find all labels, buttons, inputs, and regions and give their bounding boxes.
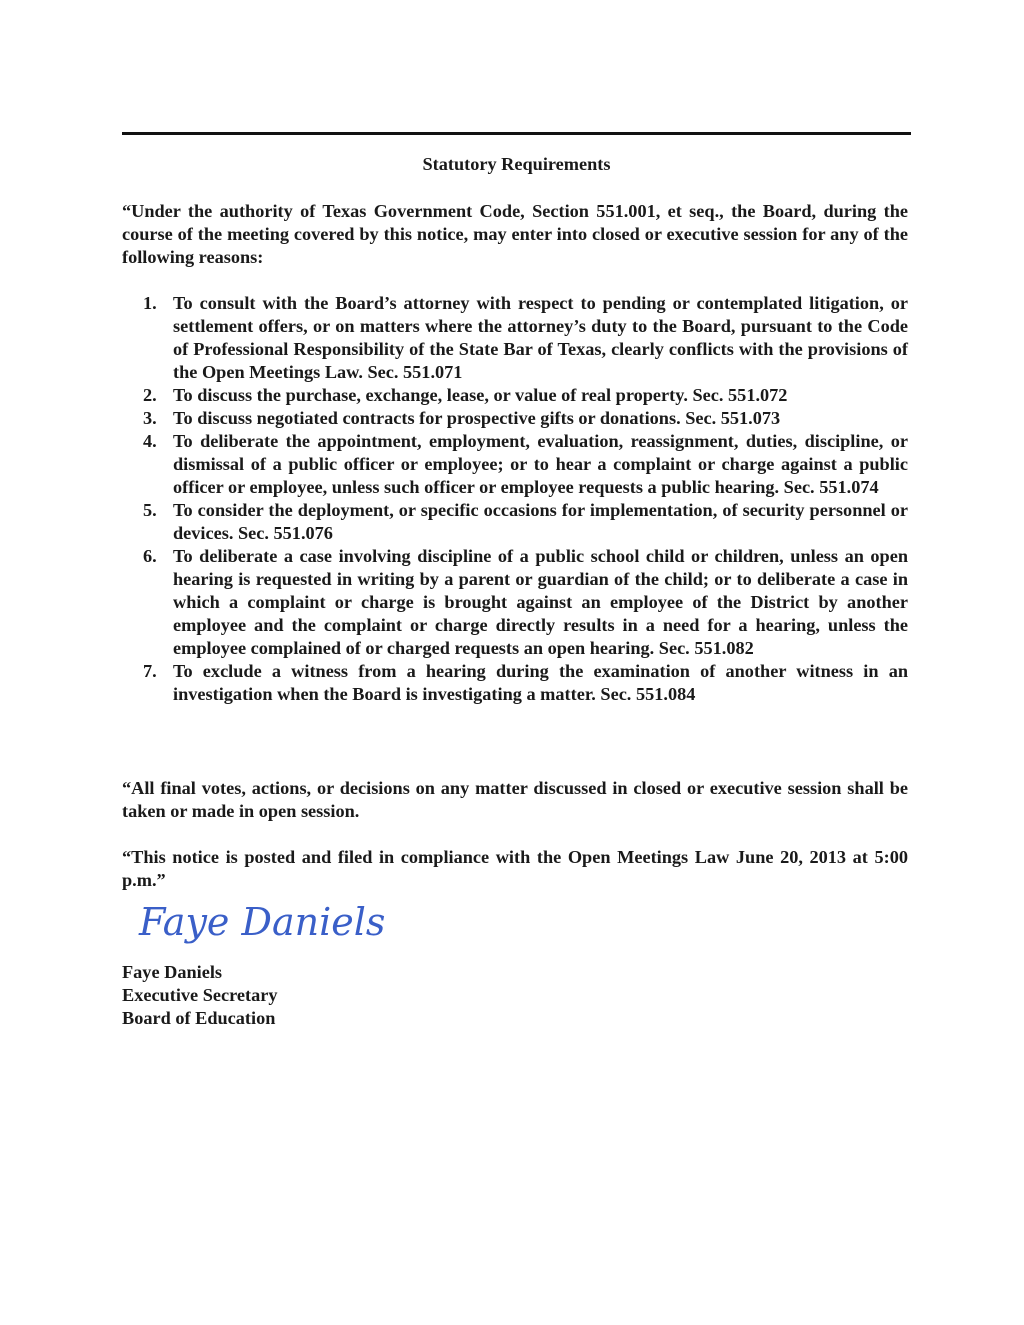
item-number: 3. — [143, 408, 157, 428]
signature-text: Faye Daniels — [139, 900, 386, 944]
list-item — [122, 545, 908, 660]
reasons-list — [122, 292, 908, 706]
list-item — [122, 384, 908, 407]
closing-paragraph: “All final votes, actions, or decisions on any matter discussed in closed or executive session shall be taken or made in open session. — [122, 778, 908, 821]
list-item — [122, 430, 908, 499]
signer-title: Executive Secretary — [122, 985, 278, 1005]
item-number: 2. — [143, 385, 157, 405]
list-item — [122, 499, 908, 545]
notice-paragraph: “This notice is posted and filed in compliance with the Open Meetings Law June 20, 2013 at 5:00 p.m.” — [122, 847, 908, 890]
list-item — [122, 407, 908, 430]
item-number: 6. — [143, 546, 157, 566]
item-text: To discuss the purchase, exchange, lease, or value of real property. Sec. 551.072 — [173, 385, 788, 405]
item-number: 1. — [143, 293, 157, 313]
item-number: 7. — [143, 661, 157, 681]
signer-name: Faye Daniels — [122, 962, 223, 982]
item-text: To deliberate the appointment, employment, evaluation, reassignment, duties, discipline, or dismissal of a public officer or employee; or to hear a complaint or charge against a public officer or employee, unless such officer or employee requests a public hearing. Sec. 551.074 — [173, 431, 908, 497]
handwritten-signature — [135, 893, 415, 959]
item-text: To consult with the Board’s attorney with respect to pending or contemplated litigation, or settlement offers, or on matters where the attorney’s duty to the Board, pursuant to the Code of Professional Responsibility of the State Bar of Texas, clearly conflicts with the provisions of the Open Meetings Law. Sec. 551.071 — [173, 293, 908, 382]
signer-organization: Board of Education — [122, 1008, 276, 1028]
signature-block — [122, 961, 278, 1030]
intro-paragraph: “Under the authority of Texas Government Code, Section 551.001, et seq., the Board, during the course of the meeting covered by this notice, may enter into closed or executive session for any of the following reasons: — [122, 201, 908, 267]
item-text: To deliberate a case involving discipline of a public school child or children, unless an open hearing is requested in writing by a parent or guardian of the child; or to deliberate a case in which a complaint or charge is brought against an employee of the District by another employee and the complaint or charge directly results in a need for a hearing, unless the employee complained of or charged requests an open hearing. Sec. 551.082 — [173, 546, 908, 658]
item-text: To exclude a witness from a hearing during the examination of another witness in an investigation when the Board is investigating a matter. Sec. 551.084 — [173, 661, 908, 704]
item-text: To discuss negotiated contracts for prospective gifts or donations. Sec. 551.073 — [173, 408, 781, 428]
list-item — [122, 292, 908, 384]
item-number: 5. — [143, 500, 157, 520]
document-title: Statutory Requirements — [422, 154, 611, 174]
header-rule — [122, 132, 911, 135]
list-item — [122, 660, 908, 706]
item-text: To consider the deployment, or specific occasions for implementation, of security personnel or devices. Sec. 551.076 — [173, 500, 908, 543]
item-number: 4. — [143, 431, 157, 451]
